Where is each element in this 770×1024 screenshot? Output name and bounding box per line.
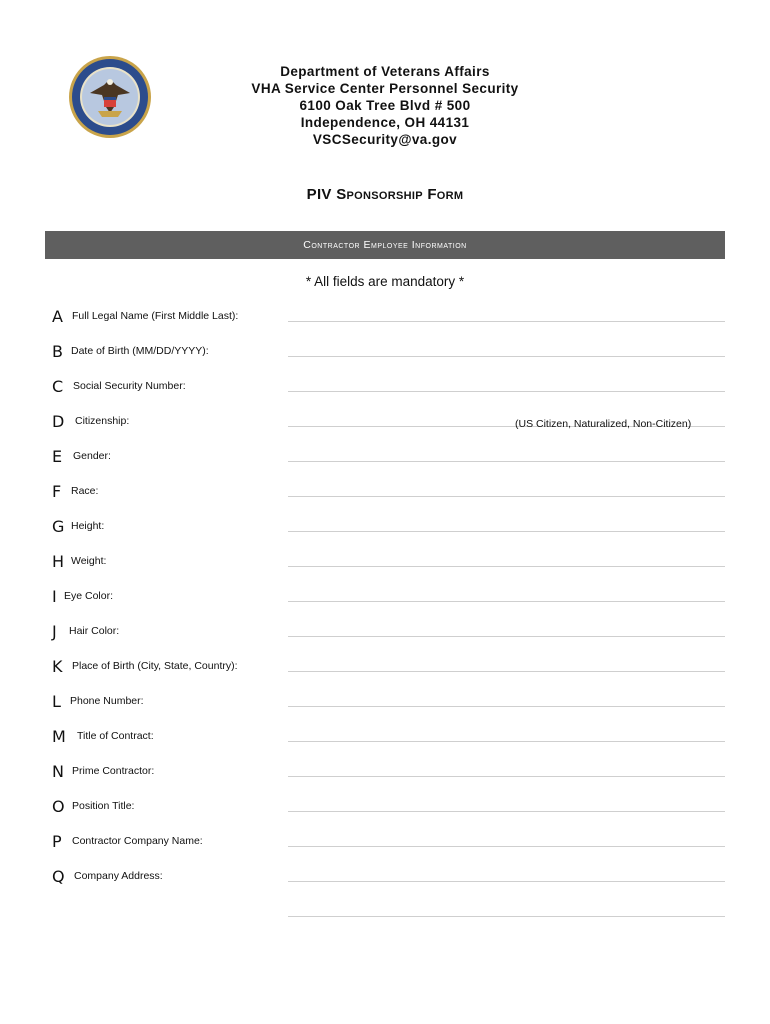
field-letter: M bbox=[52, 727, 66, 746]
field-input-line[interactable] bbox=[288, 601, 725, 602]
field-row-g bbox=[0, 517, 770, 552]
field-label: Weight: bbox=[71, 555, 107, 567]
address-line-2[interactable] bbox=[288, 916, 725, 917]
field-letter: G bbox=[52, 517, 65, 536]
field-row-o bbox=[0, 797, 770, 832]
form-title bbox=[0, 186, 770, 203]
field-row-q bbox=[0, 867, 770, 902]
field-label: Prime Contractor: bbox=[72, 765, 155, 777]
field-letter: Q bbox=[52, 867, 65, 886]
field-letter: K bbox=[52, 657, 63, 676]
letterhead bbox=[200, 63, 570, 148]
field-input-line[interactable] bbox=[288, 636, 725, 637]
field-input-line[interactable] bbox=[288, 776, 725, 777]
header-office: VHA Service Center Personnel Security bbox=[251, 81, 519, 96]
field-row-i bbox=[0, 587, 770, 622]
field-label: Phone Number: bbox=[70, 695, 144, 707]
field-input-line[interactable] bbox=[288, 811, 725, 812]
header-org: Department of Veterans Affairs bbox=[280, 64, 490, 79]
field-input-line[interactable] bbox=[288, 321, 725, 322]
field-letter: O bbox=[52, 797, 65, 816]
field-label: Position Title: bbox=[72, 800, 135, 812]
field-row-h bbox=[0, 552, 770, 587]
field-row-p bbox=[0, 832, 770, 867]
field-letter: I bbox=[52, 587, 57, 606]
field-label: Title of Contract: bbox=[77, 730, 154, 742]
form-title-piv: PIV bbox=[306, 186, 332, 203]
section-header bbox=[45, 231, 725, 259]
field-label: Height: bbox=[71, 520, 105, 532]
form-title-form: Form bbox=[427, 186, 464, 203]
field-row-b bbox=[0, 342, 770, 377]
field-letter: J bbox=[52, 622, 57, 641]
field-input-line[interactable] bbox=[288, 531, 725, 532]
field-input-line[interactable] bbox=[288, 461, 725, 462]
field-label: Social Security Number: bbox=[73, 380, 186, 392]
header-city: Independence, OH 44131 bbox=[300, 115, 470, 130]
field-row-l bbox=[0, 692, 770, 727]
form-title-sponsorship: Sponsorship bbox=[336, 186, 423, 203]
field-label: Gender: bbox=[73, 450, 111, 462]
field-label: Full Legal Name (First Middle Last): bbox=[72, 310, 239, 322]
field-input-line[interactable] bbox=[288, 566, 725, 567]
field-letter: A bbox=[52, 307, 63, 326]
field-letter: H bbox=[52, 552, 65, 571]
field-row-k bbox=[0, 657, 770, 692]
field-letter: P bbox=[52, 832, 62, 851]
va-seal-logo bbox=[68, 55, 152, 139]
field-row-d bbox=[0, 412, 770, 447]
field-label: Citizenship: bbox=[75, 415, 130, 427]
field-label: Date of Birth (MM/DD/YYYY): bbox=[71, 345, 209, 357]
field-row-j bbox=[0, 622, 770, 657]
field-input-line[interactable] bbox=[288, 881, 725, 882]
field-row-c bbox=[0, 377, 770, 412]
field-input-line[interactable] bbox=[288, 356, 725, 357]
field-hint: (US Citizen, Naturalized, Non-Citizen) bbox=[515, 418, 692, 430]
field-input-line[interactable] bbox=[288, 671, 725, 672]
field-row-f bbox=[0, 482, 770, 517]
field-label: Eye Color: bbox=[64, 590, 114, 602]
field-input-line[interactable] bbox=[288, 496, 725, 497]
field-row-e bbox=[0, 447, 770, 482]
mandatory-note: * All fields are mandatory * bbox=[305, 274, 465, 289]
field-input-line[interactable] bbox=[288, 706, 725, 707]
field-label: Company Address: bbox=[74, 870, 163, 882]
field-row-n bbox=[0, 762, 770, 797]
section-title: Contractor Employee Information bbox=[303, 239, 467, 251]
field-label: Place of Birth (City, State, Country): bbox=[72, 660, 238, 672]
field-letter: N bbox=[52, 762, 64, 781]
field-letter: L bbox=[52, 692, 61, 711]
field-row-m bbox=[0, 727, 770, 762]
field-input-line[interactable] bbox=[288, 846, 725, 847]
field-input-line[interactable] bbox=[288, 741, 725, 742]
header-email: VSCSecurity@va.gov bbox=[312, 132, 458, 147]
field-letter: C bbox=[52, 377, 64, 396]
field-letter: E bbox=[52, 447, 63, 466]
field-letter: F bbox=[52, 482, 62, 501]
header-street: 6100 Oak Tree Blvd # 500 bbox=[299, 98, 471, 113]
field-label: Hair Color: bbox=[69, 625, 120, 637]
field-input-line[interactable] bbox=[288, 391, 725, 392]
field-letter: D bbox=[52, 412, 65, 431]
field-label: Race: bbox=[71, 485, 99, 497]
field-label: Contractor Company Name: bbox=[72, 835, 203, 847]
field-row-a bbox=[0, 307, 770, 342]
field-letter: B bbox=[52, 342, 63, 361]
